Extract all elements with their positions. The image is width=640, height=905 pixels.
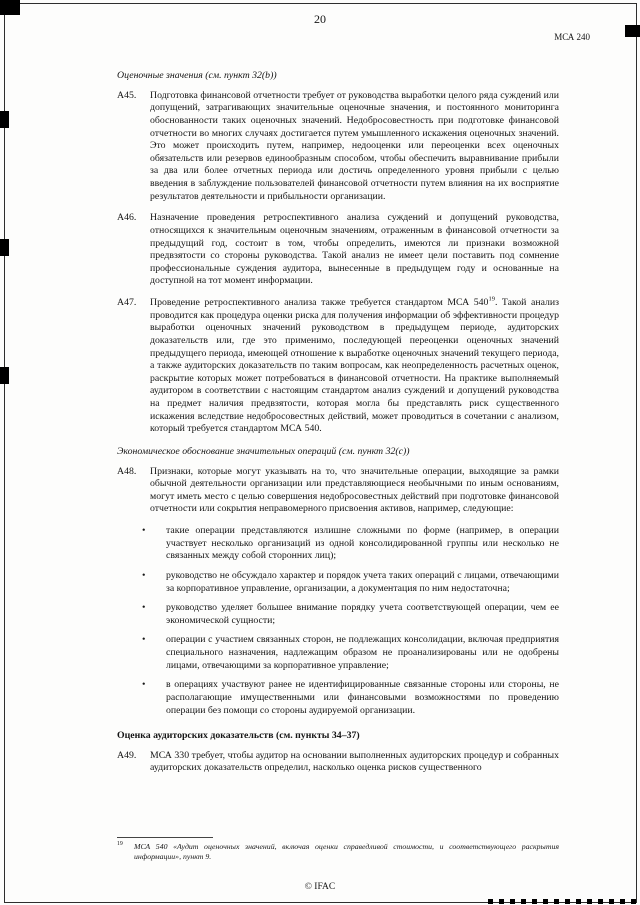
list-item-text: операции с участием связанных сторон, не подлежащих консолидации, включая предприятия специального назначения, надлежащим образом не проанализированы или не одобрены лицами, отвечающими за корпоративное управление; [166, 634, 559, 671]
list-item-text: руководство уделяет большее внимание порядку учета соответствующей операции, чем ее экономической сущности; [166, 602, 559, 626]
footnote-marker: 19 [117, 841, 123, 847]
section-heading-evidence: Оценка аудиторских доказательств (см. пункты 34–37) [117, 730, 360, 742]
scan-barcode-strip [488, 899, 636, 904]
footnote-separator [117, 837, 213, 838]
list-item [142, 602, 559, 627]
paragraph-text: Признаки, которые могут указывать на то, что значительные операции, выходящие за рамки обычной деятельности организации или представляющиеся необычными по иным основаниям, могут иметь место с целью совершения недобросовестных действий при подготовке финансовой отчетности или сокрытия неправомерного присвоения активов, например, следующие: [150, 465, 559, 515]
paragraph-text: Подготовка финансовой отчетности требует от руководства выработки целого ряда суждений или допущений, затрагивающих значительные оценочные значения, и постоянного мониторинга обоснованности таких оценочных значений. Недобросовестность при подготовке финансовой отчетности во многих случаях достигается путем умышленного искажения оценочных значений. Это может происходить путем, например, недооценки или переоценки всех оценочных обязательств или резервов единообразным способом, чтобы обеспечить выравнивание прибыли за два или более отчетных периода или достичь определенного уровня прибыли с целью введения в заблуждение пользователей финансовой отчетности путем влияния на их восприятие результатов деятельности и прибыльности организации. [150, 89, 559, 202]
paragraph-text: Назначение проведения ретроспективного анализа суждений и допущений руководства, относящихся к значительным оценочным значениям, отраженным в финансовой отчетности за предыдущий год, состоит в том, чтобы определить, имеются ли признаки возможной предвзятости со стороны руководства. Такой анализ не имеет цели поставить под сомнение профессиональные суждения аудитора, вынесенные в предыдущем году и основанные на доступной на тот момент информации. [150, 212, 559, 287]
footnote-reference-19: 19 [488, 295, 495, 303]
list-item-text: руководство не обсуждало характер и порядок учета таких операций с лицами, отвечающими за корпоративное управление, организации, а документация по ним недостаточна; [166, 569, 559, 594]
bullet-icon: • [142, 525, 146, 536]
list-item [142, 634, 559, 672]
list-item [142, 679, 559, 717]
scan-mark-left-1 [0, 111, 9, 128]
footer-copyright: © IFAC [304, 882, 336, 892]
paragraph-a49 [117, 750, 559, 775]
list-item [142, 525, 559, 563]
paragraph-text [150, 297, 559, 436]
paragraph-number: А46. [117, 212, 137, 224]
paragraph-text-before-ref: Проведение ретроспективного анализа также требуется стандартом МСА 540 [150, 297, 489, 308]
document-code: МСА 240 [554, 32, 590, 42]
document-body [117, 60, 559, 784]
paragraph-a48 [117, 466, 559, 517]
bullet-icon: • [142, 634, 146, 646]
bullet-icon: • [142, 679, 146, 691]
bullet-list [142, 525, 559, 717]
list-item-text: такие операции представляются излишне сложными по форме (например, в операции участвует несколько организаций из одной консолидированной группы или несколько не связанных между собой сторонних лиц); [166, 525, 559, 562]
paragraph-number: А47. [117, 297, 137, 308]
section-heading-rationale: Экономическое обоснование значительных операций (см. пункт 32(c)) [117, 445, 410, 457]
paragraph-number: А48. [117, 465, 137, 477]
paragraph-number: А49. [117, 749, 137, 761]
footnote-text: МСА 540 «Аудит оценочных значений, включая оценки справедливой стоимости, и соответствующего раскрытия информации», пункт 9. [134, 842, 559, 862]
bullet-icon: • [142, 602, 146, 614]
paragraph-a46 [117, 212, 559, 288]
bullet-icon: • [142, 569, 146, 581]
footnote [117, 842, 559, 862]
section-heading-estimates: Оценочные значения (см. пункт 32(b)) [117, 70, 277, 81]
list-item [142, 570, 559, 595]
page-number: 20 [314, 12, 326, 26]
paragraph-text: МСА 330 требует, чтобы аудитор на основании выполненных аудиторских процедур и собранных аудиторских доказательств определил, насколько оценка рисков существенного [150, 749, 559, 774]
scan-mark-left-2 [0, 239, 9, 256]
paragraph-a45 [117, 90, 559, 204]
scan-mark-left-3 [0, 367, 9, 384]
paragraph-a47 [117, 297, 559, 436]
paragraph-text-after-ref: . Такой анализ проводится как процедура оценки риска для получения информации об эффективности процедур выработки оценочных значений руководством в предыдущем периоде, аудиторских доказательств или, где это применимо, последующей переоценки оценочных значений предыдущего периода, имеющей отношение к выработке оценочных значений текущего периода, а также аудиторских доказательств по таким вопросам, как неопределенность расчетных оценок, раскрытие которых может потребоваться в финансовой отчетности. На практике выполняемый аудитором в соответствии с настоящим стандартом анализ суждений и допущений руководства на предмет наличия предвзятости, которая могла бы представлять риск существенного искажения вследствие недобросовестных действий, может проводиться в сочетании с анализом, который требуется стандартом МСА 540. [150, 297, 560, 435]
paragraph-number: А45. [117, 89, 137, 101]
list-item-text: в операциях участвуют ранее не идентифицированные связанные стороны или стороны, не располагающие имущественными или финансовыми возможностями по проведению операции без помощи со стороны аудируемой организации. [166, 679, 559, 716]
